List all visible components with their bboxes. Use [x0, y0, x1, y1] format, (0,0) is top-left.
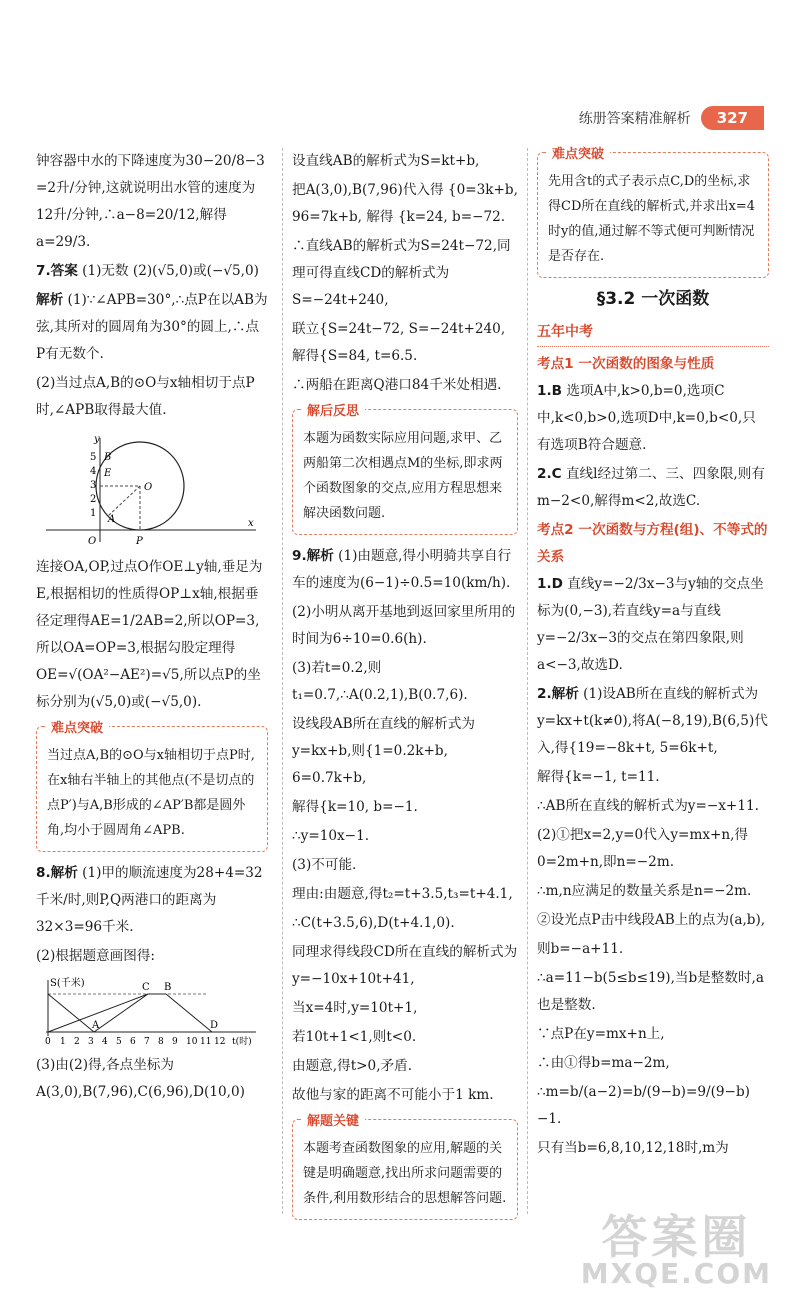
origin-label: O: [88, 536, 97, 547]
q7-answer: [36, 258, 268, 285]
q9-text-4: 设线段AB所在直线的解析式为y=kx+b,则{1=0.2k+b, 6=0.7k+b,: [292, 716, 475, 786]
q2-text: 直线l经过第二、三、四象限,则有m−2<0,解得m<2,故选C.: [537, 466, 765, 509]
tick-label: 11: [200, 1037, 212, 1046]
point-label: P: [136, 536, 143, 547]
q2b-text-1: (1)设AB所在直线的解析式为y=kx+t(k≠0),将A(−8,19),B(6,5)代入,得{19=−8k+t, 5=6k+t,: [537, 686, 768, 756]
q2b-text-5: ∴m,n应满足的数量关系是n=−2m.: [537, 883, 752, 899]
tick-label: 4: [102, 1037, 108, 1046]
q7-analysis-label: 解析: [36, 292, 64, 308]
tick-label: 3: [90, 480, 97, 491]
tip-box-tag: 难点突破: [45, 716, 109, 741]
q9-text-14: 故他与家的距离不可能小于1 km.: [292, 1087, 494, 1103]
paragraph: ∴直线AB的解析式为S=24t−72,同理可得直线CD的解析式为S=−24t+240,: [292, 238, 511, 308]
point-label: E: [104, 468, 112, 479]
q7-answer-text: (1)无数 (2)(√5,0)或(−√5,0): [82, 263, 259, 279]
q7-analysis-1: [36, 287, 268, 368]
q2b-text-10: ∴由①得b=ma−2m,: [537, 1055, 670, 1071]
point-label: O: [144, 482, 153, 493]
q2b-text-7: 则b=−a+11.: [537, 941, 624, 957]
column-2: [292, 148, 523, 1228]
five-year-heading: 五年中考: [537, 319, 769, 347]
column-divider-1: [282, 148, 283, 1214]
topic-heading: 考点2 一次函数与方程(组)、不等式的关系: [537, 522, 768, 565]
tick-label: 9: [172, 1037, 178, 1046]
q9-analysis: [292, 543, 518, 597]
q1-text: 选项A中,k>0,b=0,选项C中,k<0,b>0,选项D中,k=0,b<0,只有选项B符合题意.: [537, 383, 756, 453]
y-axis-label: y: [94, 434, 100, 445]
column-3: [537, 148, 769, 1164]
paragraph: 把A(3,0),B(7,96)代入得 {0=3k+b, 96=7k+b, 解得 {k=24, b=−72.: [292, 182, 523, 225]
q2b-text-9: ∵点P在y=mx+n上,: [537, 1026, 665, 1042]
q2b-label: 2.解析: [537, 686, 579, 702]
q9-text-5: 解得{k=10, b=−1.: [292, 799, 418, 815]
q7-label: 7.答案: [36, 263, 78, 279]
q7-analysis-text-2: (2)当过点A,B的⊙O与x轴相切于点P时,∠APB取得最大值.: [36, 375, 255, 418]
tick-label: 5: [90, 452, 97, 463]
circle-figure: [36, 430, 268, 548]
q2b-text-6: ②设光点P击中线段AB上的点为(a,b),: [537, 912, 766, 928]
point-label: B: [164, 982, 172, 993]
point-label: B: [104, 452, 112, 463]
q2b-text-4: (2)①把x=2,y=0代入y=mx+n,得0=2m+n,即n=−2m.: [537, 827, 749, 870]
tick-label: 10: [186, 1037, 198, 1046]
tick-label: 8: [158, 1037, 164, 1046]
watermark-top: 答案圈: [601, 1210, 752, 1264]
distance-time-graph: [36, 976, 268, 1046]
tick-label: 1: [90, 508, 97, 519]
q9-text-11: 当x=4时,y=10t+1,: [292, 1000, 418, 1016]
q9-text-8: 理由:由题意,得t₂=t+3.5,t₃=t+4.1,: [292, 886, 513, 902]
key-point-box-tag: 解题关键: [301, 1109, 365, 1134]
q9-text-6: ∴y=10x−1.: [292, 828, 370, 844]
q8-analysis: [36, 860, 268, 941]
paragraph: 联立{S=24t−72, S=−24t+240, 解得{S=84, t=6.5.: [292, 321, 510, 364]
q2-item: [537, 461, 769, 515]
tip-box-text: 当过点A,B的⊙O与x轴相切于点P时,在x轴右半轴上的其他点(不是切点的点P′)与A,B形成的∠AP′B都是圆外角,均小于圆周角∠APB.: [47, 748, 255, 838]
reflection-box: [292, 404, 518, 535]
q9-label: 9.解析: [292, 548, 334, 564]
q9-text-3: (3)若t=0.2,则t₁=0.7,∴A(0.2,1),B(0.7,6).: [292, 660, 468, 703]
reflection-box-tag: 解后反思: [301, 399, 365, 424]
q1b-text: 直线y=−2/3x−3与y轴的交点坐标为(0,−3),若直线y=a与直线y=−2/3x−3的交点在第四象限,则a<−3,故选D.: [537, 576, 764, 673]
q2b-text-12: 只有当b=6,8,10,12,18时,m为: [537, 1140, 729, 1156]
tick-label: 0: [45, 1037, 51, 1046]
q9-text-7: (3)不可能.: [292, 857, 357, 873]
paragraph: 设直线AB的解析式为S=kt+b,: [292, 153, 480, 169]
key-point-box-text: 本题考查函数图象的应用,解题的关键是明确题意,找出所求问题需要的条件,利用数形结合的思想解答问题.: [303, 1141, 507, 1206]
q2b-text-3: ∴AB所在直线的解析式为y=−x+11.: [537, 798, 759, 814]
q2b-text-8: ∴a=11−b(5≤b≤19),当b是整数时,a也是整数.: [537, 970, 764, 1013]
tip-box-tag: 难点突破: [546, 142, 610, 167]
topic-heading: 考点1 一次函数的图象与性质: [537, 356, 715, 372]
q1b-label: 1.D: [537, 576, 563, 592]
x-axis-label: t(时): [232, 1037, 252, 1046]
page-number-badge: 327: [701, 106, 764, 130]
tick-label: 2: [74, 1037, 80, 1046]
y-axis-label: S(千米): [50, 978, 85, 989]
tick-label: 6: [130, 1037, 136, 1046]
q1b-item: [537, 571, 769, 679]
q9-text-2: (2)小明从离开基地到返回家里所用的时间为6÷10=0.6(h).: [292, 604, 516, 647]
tip-box-text: 先用含t的式子表示点C,D的坐标,求得CD所在直线的解析式,并求出x=4时y的值,通过解不等式便可判断情况是否存在.: [548, 174, 755, 264]
header-title: 练册答案精准解析: [578, 111, 691, 127]
q8-label: 8.解析: [36, 865, 78, 881]
key-point-box: [292, 1114, 518, 1220]
q2b-text-2: 解得{k=−1, t=11.: [537, 769, 660, 785]
tip-box: [537, 147, 769, 278]
point-label: A: [108, 514, 116, 525]
tick-label: 12: [214, 1037, 226, 1046]
section-title: §3.2 一次函数: [596, 289, 710, 309]
q8-text-3: (3)由(2)得,各点坐标为A(3,0),B(7,96),C(6,96),D(10,0): [36, 1057, 245, 1100]
point-label: D: [210, 1020, 219, 1031]
tick-label: 3: [88, 1037, 94, 1046]
watermark-bottom: MXQE.COM: [580, 1257, 772, 1290]
q2b-item: [537, 681, 769, 762]
tick-label: 5: [116, 1037, 122, 1046]
column-divider-2: [527, 148, 528, 1214]
q1-item: [537, 378, 769, 459]
tip-box: [36, 721, 268, 852]
q9-text-9: ∴C(t+3.5,6),D(t+4.1,0).: [292, 915, 455, 931]
tick-label: 1: [60, 1037, 66, 1046]
paragraph: ∴两船在距离Q港口84千米处相遇.: [292, 377, 502, 393]
q8-text-2: (2)根据题意画图得:: [36, 948, 155, 964]
paragraph: 钟容器中水的下降速度为30−20/8−3 =2升/分钟,这就说明出水管的速度为12升/分钟,∴a−8=20/12,解得a=29/3.: [36, 153, 270, 250]
q1-label: 1.B: [537, 383, 562, 399]
tick-label: 4: [90, 466, 97, 477]
x-axis-label: x: [248, 518, 254, 529]
q9-text-10: 同理求得线段CD所在直线的解析式为y=−10x+10t+41,: [292, 944, 518, 987]
point-label: C: [142, 982, 150, 993]
q7-analysis-text-3: 连接OA,OP,过点O作OE⊥y轴,垂足为E,根据相切的性质得OP⊥x轴,根据垂径定理得AE=1/2AB=2,所以OP=3,所以OA=OP=3,根据勾股定理得OE=√(OA²−AE²)=√5,所以点P的坐标分别为(√5,0)或(−√5,0).: [36, 559, 263, 710]
reflection-box-text: 本题为函数实际应用问题,求甲、乙两船第二次相遇点M的坐标,即求两个函数图象的交点,应用方程思想来解决函数问题.: [303, 431, 503, 521]
q9-text-1: (1)由题意,得小明骑共享自行车的速度为(6−1)÷0.5=10(km/h).: [292, 548, 512, 591]
tick-label: 2: [90, 494, 97, 505]
q9-text-13: 由题意,得t>0,矛盾.: [292, 1058, 413, 1074]
q9-text-12: 若10t+1<1,则t<0.: [292, 1029, 417, 1045]
page-header: [579, 106, 764, 130]
q7-analysis-text-1: (1)∵∠APB=30°,∴点P在以AB为弦,其所对的圆周角为30°的圆上,∴点P有无数个.: [36, 292, 268, 362]
q2b-text-11: ∴m=b/(a−2)=b/(9−b)=9/(9−b)−1.: [537, 1084, 750, 1127]
q2-label: 2.C: [537, 466, 562, 482]
point-label: A: [92, 1020, 100, 1031]
column-1: [36, 148, 268, 1108]
watermark-logo: [580, 1210, 772, 1290]
tick-label: 7: [144, 1037, 150, 1046]
q8-text-1: (1)甲的顺流速度为28+4=32千米/时,则P,Q两港口的距离为32×3=96千米.: [36, 865, 263, 935]
